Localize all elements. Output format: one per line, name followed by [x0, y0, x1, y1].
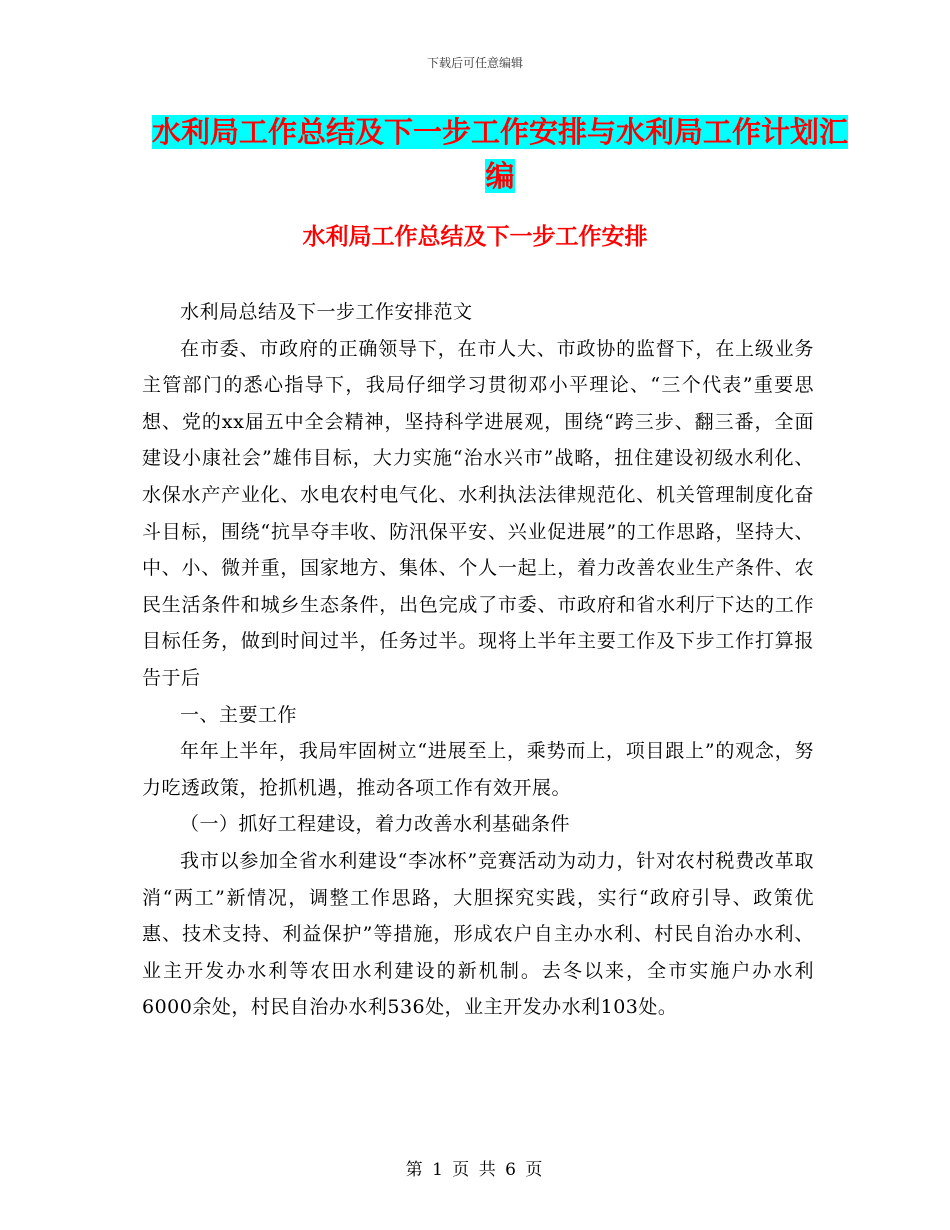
paragraph-2: 在市委、市政府的正确领导下，在市人大、市政协的监督下，在上级业务主管部门的悉心指导下，我局仔细学习贯彻邓小平理论、“三个代表”重要思想、党的xx届五中全会精神，坚持科学进展观，围绕“跨三步、翻三番，全面建设小康社会”雄伟目标，大力实施“治水兴市”战略，扭住建设初级水利化、水保水产产业化、水电农村电气化、水利执法法律规范化、机关管理制度化奋斗目标，围绕“抗旱夺丰收、防汛保平安、兴业促进展”的工作思路，坚持大、中、小、微并重，国家地方、集体、个人一起上，着力改善农业生产条件、农民生活条件和城乡生态条件，出色完成了市委、市政府和省水利厅下达的工作目标任务，做到时间过半，任务过半。现将上半年主要工作及下步工作打算报告于后: [142, 337, 814, 689]
page-header-note: 下载后可任意编辑: [426, 56, 523, 70]
document-title: [150, 110, 850, 198]
paragraph-3: 一、主要工作: [180, 703, 298, 726]
document-title-text: 水利局工作总结及下一步工作安排与水利局工作计划汇编: [151, 115, 848, 193]
page-number-footer: 第 1 页 共 6 页: [405, 1160, 545, 1180]
paragraph-4: 年年上半年，我局牢固树立“进展至上，乘势而上，项目跟上”的观念，努力吃透政策，抢抓机遇，推动各项工作有效开展。: [142, 740, 814, 799]
paragraph-1: 水利局总结及下一步工作安排范文: [180, 301, 473, 323]
paragraph-6: 我市以参加全省水利建设“李冰杯”竞赛活动为动力，针对农村税费改革取消“两工”新情况，调整工作思路，大胆探究实践，实行“政府引导、政策优惠、技术支持、利益保护”等措施，形成农户自主办水利、村民自治办水利、业主开发办水利等农田水利建设的新机制。去冬以来，全市实施户办水利6000余处，村民自治办水利536处，业主开发办水利103处。: [142, 849, 814, 1019]
document-body: [142, 294, 814, 1026]
paragraph-5: （一）抓好工程建设，着力改善水利基础条件: [180, 813, 571, 836]
section-title: 水利局工作总结及下一步工作安排: [302, 224, 648, 250]
